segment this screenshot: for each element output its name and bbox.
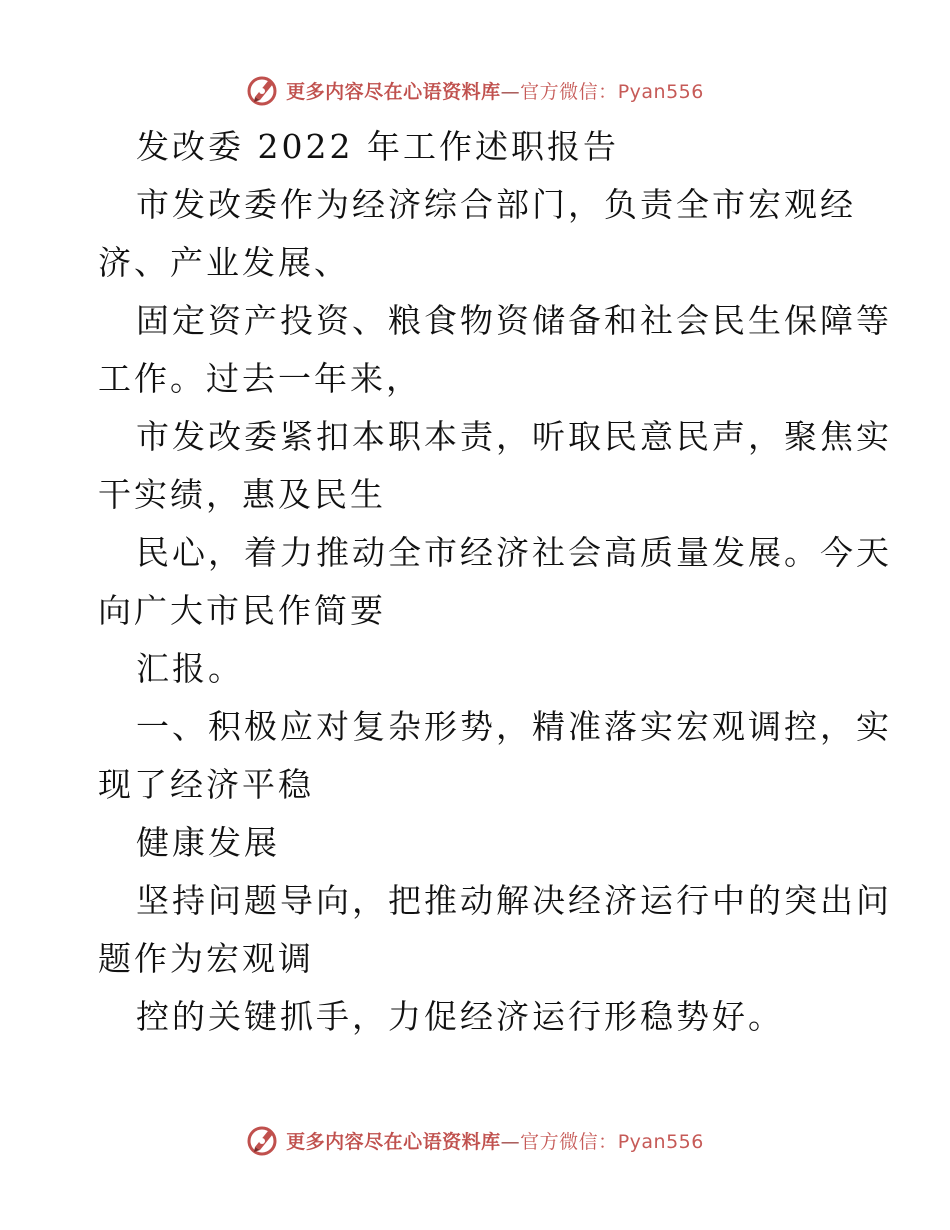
paragraph-line: 汇报。 — [136, 649, 244, 688]
section-heading-line: 健康发展 — [136, 823, 280, 862]
header-banner-text: 更多内容尽在心语资料库—官方微信：Pyan556 — [286, 80, 704, 103]
document-body — [98, 118, 892, 1046]
paragraph-line: 民心，着力推动全市经济社会高质量发展。今天 — [136, 533, 892, 572]
footer-banner — [0, 1118, 950, 1162]
paragraph-line: 题作为宏观调 — [98, 939, 314, 978]
section-heading-line: 一、积极应对复杂形势，精准落实宏观调控，实 — [136, 707, 892, 746]
paragraph-line: 向广大市民作简要 — [98, 591, 386, 630]
pen-logo-icon — [246, 1123, 280, 1157]
paragraph-line: 工作。过去一年来， — [98, 359, 422, 398]
paragraph-line: 市发改委作为经济综合部门，负责全市宏观经 — [136, 185, 856, 224]
paragraph-line: 市发改委紧扣本职本责，听取民意民声，聚焦实 — [136, 417, 892, 456]
document-title: 发改委 2022 年工作述职报告 — [136, 127, 619, 166]
paragraph-line: 坚持问题导向，把推动解决经济运行中的突出问 — [136, 881, 892, 920]
paragraph-line: 干实绩，惠及民生 — [98, 475, 386, 514]
paragraph-line: 控的关键抓手，力促经济运行形稳势好。 — [136, 997, 784, 1036]
paragraph-line: 济、产业发展、 — [98, 243, 350, 282]
section-heading-line: 现了经济平稳 — [98, 765, 314, 804]
header-banner — [0, 68, 950, 112]
pen-logo-icon — [246, 73, 280, 107]
paragraph-line: 固定资产投资、粮食物资储备和社会民生保障等 — [136, 301, 892, 340]
footer-banner-text: 更多内容尽在心语资料库—官方微信：Pyan556 — [286, 1130, 704, 1153]
